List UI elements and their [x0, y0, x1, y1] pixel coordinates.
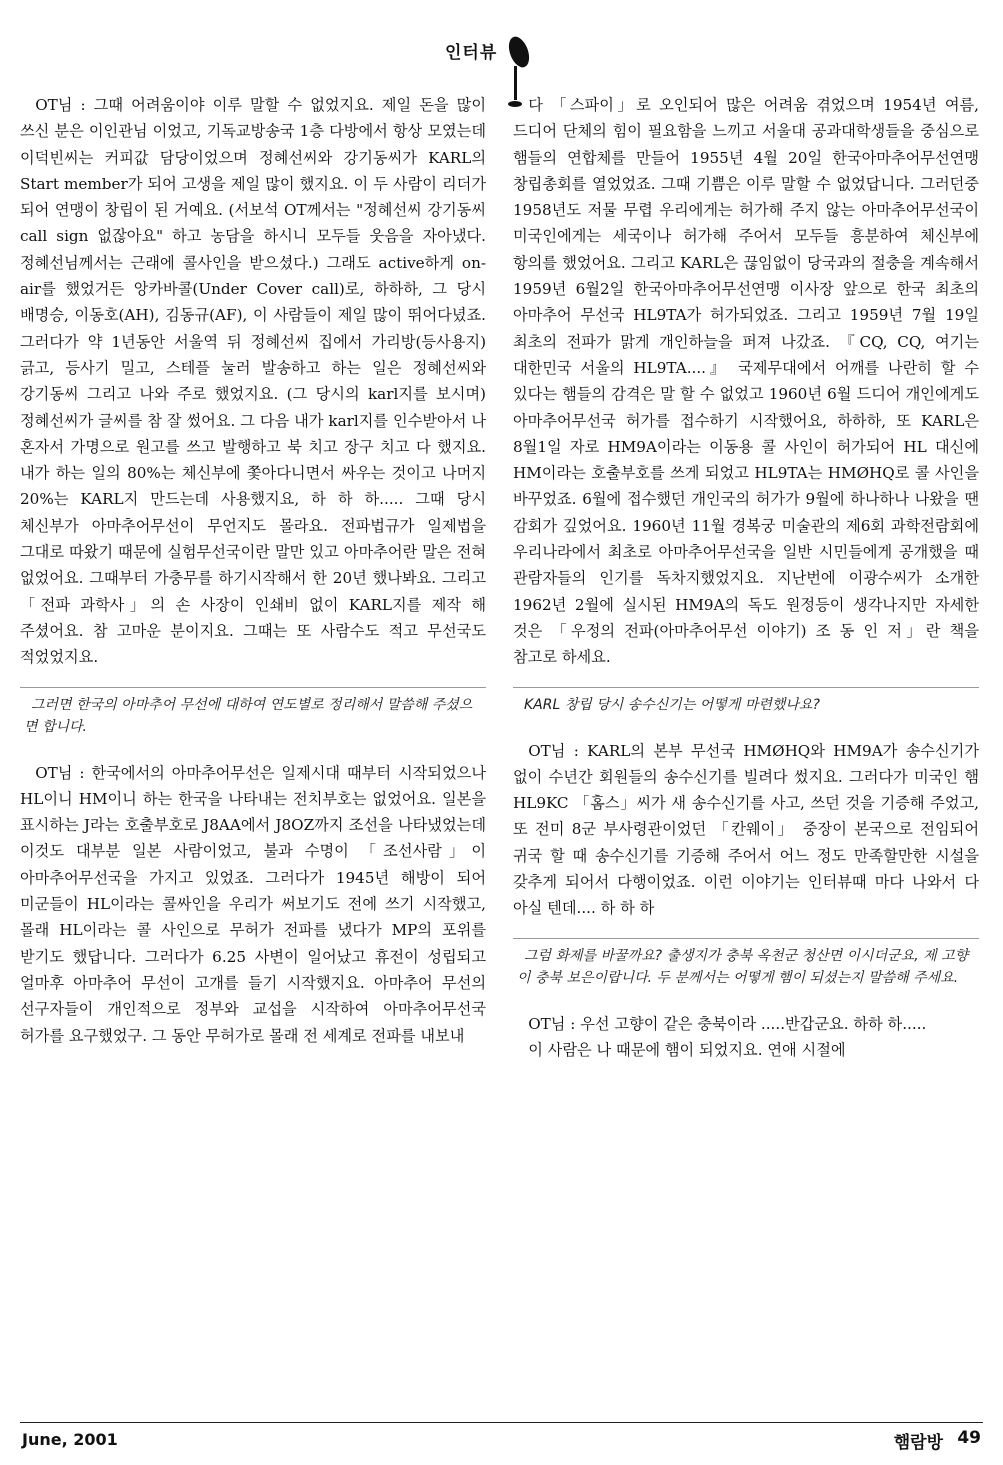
answer-paragraph: OT님 : 우선 고향이 같은 충북이라 .....반갑군요. 하하 하..... — [528, 1014, 927, 1033]
footer-divider — [20, 1422, 983, 1423]
magazine-name: 햄람방 — [893, 1433, 943, 1453]
interview-question: 그러면 한국의 아마추어 무선에 대하여 연도별로 정리해서 말씀해 주셨으면 합니다. — [20, 687, 486, 746]
page-header — [0, 34, 1003, 74]
answer-paragraph: OT님 : 한국에서의 아마추어무선은 일제시대 때부터 시작되었으나 HL이니 HM이니 하는 한국을 나타내는 전치부호는 없었어요. 일본을 표시하는 J라는 호출부호로 J8AA에서 J8OZ까지 조선을 나타냈었는데 이것도 대부분 일본 사람이었고, 불과 수명이 「조선사람」이 아마추어무선국을 가지고 있었죠. 그러다가 1945년 해방이 되어 미군들이 HL이라는 콜싸인을 우리가 써보기도 전에 쓰기 시작했고, 몰래 HL이라는 콜 사인으로 무허가 전파를 냈다가 MP의 포위를 받기도 했답니다. 그러다가 6.25 사변이 일어났고 휴전이 성립되고 얼마후 아마추어 무선이 고개를 들기 시작했지요. 아마추어 무선의 선구자들이 개인적으로 정부와 교섭을 시작하여 아마추어무선국 허가를 요구했었구. 그 동안 무허가로 몰래 전 세계로 전파를 내보내 — [20, 763, 486, 1045]
section-title: 인터뷰 — [445, 43, 498, 63]
left-column — [20, 92, 486, 1049]
issue-date: June, 2001 — [22, 1430, 118, 1449]
interview-question: KARL 창립 당시 송수신기는 어떻게 마련했나요? — [513, 687, 979, 724]
answer-paragraph: 이 사람은 나 때문에 햄이 되었지요. 연애 시절에 — [528, 1040, 846, 1059]
answer-paragraph: OT님 : KARL의 본부 무선국 HMØHQ와 HM9A가 송수신기가 없이 수년간 회원들의 송수신기를 빌려다 썼지요. 그러다가 미국인 햄 HL9KC 「홈스」씨가 새 송수신기를 사고, 쓰던 것을 기증해 주었고, 또 전미 8군 부사령관이었던 「칸웨이」 중장이 본국으로 전임되어 귀국 할 때 송수신기를 기증해 주어서 어느 정도 만족할만한 시설을 갖추게 되어서 다행이었죠. 이런 이야기는 인터뷰때 마다 나와서 다 아실 텐데.... 하 하 하 — [513, 741, 979, 918]
interview-question: 그럼 화제를 바꿀까요? 출생지가 충북 옥천군 청산면 이시더군요, 제 고향이 충북 보은이랍니다. 두 분께서는 어떻게 햄이 되셨는지 말씀해 주세요. — [513, 938, 979, 997]
answer-paragraph: OT님 : 그때 어려움이야 이루 말할 수 없었지요. 제일 돈을 많이 쓰신 분은 이인관님 이었고, 기독교방송국 1층 다방에서 항상 모였는데 이덕빈씨는 커피값 담당이었으며 정혜선씨와 강기동씨가 KARL의 Start member가 되어 고생을 제일 많이 했지요. 이 두 사람이 리더가 되어 연맹이 창립이 된 거예요. (서보석 OT께서는 "정혜선씨 강기동씨 call sign 없잖아요" 하고 농담을 하시니 모두들 웃음을 자아냈다. 정혜선님께서는 근래에 콜사인을 받으셨다.) 그래도 active하게 on-air를 했었거든 앙카바콜(Under Cover call)로, 하하하, 그 당시 배명승, 이동호(AH), 김동규(AF), 이 사람들이 제일 많이 뛰어다녔죠. 그러다가 약 1년동안 서울역 뒤 정혜선씨 집에서 가리방(등사용지) 긁고, 등사기 밀고, 스테플 눌러 발송하고 하는 일은 정혜선씨와 강기동씨 그리고 나와 주로 했었지요. (그 당시의 karl지를 보시며) 정혜선씨가 글씨를 참 잘 썼어요. 그 다음 내가 karl지를 인수받아서 나 혼자서 가명으로 원고를 쓰고 발행하고 북 치고 장구 치고 다 했지요. 내가 하는 일의 80%는 체신부에 쫓아다니면서 싸우는 것이고 나머지 20%는 KARL지 만드는데 사용했지요, 하 하 하..... 그때 당시 체신부가 아마추어무선이 무언지도 몰라요. 전파법규가 일제법을 그대로 따왔기 때문에 실험무선국이란 말만 있고 아마추어란 말은 전혀 없었어요. 그때부터 가충무를 하기시작해서 한 20년 했나봐요. 그리고 「전파 과학사」의 손 사장이 인쇄비 없이 KARL지를 제작 해 주셨어요. 참 고마운 분이지요. 그때는 또 사람수도 적고 무선국도 적었었지요. — [20, 96, 486, 667]
answer-paragraph: 다 「스파이」로 오인되어 많은 어려움 겪었으며 1954년 여름, 드디어 단체의 힘이 필요함을 느끼고 서울대 공과대학생들을 중심으로 햄들의 연합체를 만들어 1955년 4월 20일 한국아마추어무선연맹 창립총회를 열었었죠. 그때 기쁨은 이루 말할 수 없었답니다. 그러던중 1958년도 저물 무렵 우리에게는 허가해 주지 않는 아마추어무선국이 미국인에게는 세국이나 허가해 주어서 모두들 흥분하여 체신부에 항의를 했었어요. 그리고 KARL은 끊임없이 당국과의 절충을 계속해서 1959년 6월2일 한국아마추어무선연맹 이사장 앞으로 한국 최초의 아마추어 무선국 HL9TA가 허가되었죠. 그리고 1959년 7월 19일 최초의 전파가 맑게 개인하늘을 퍼져 나갔죠. 『CQ, CQ, 여기는 대한민국 서울의 HL9TA....』 국제무대에서 어깨를 나란히 할 수 있다는 햄들의 감격은 말 할 수 없었고 1960년 6월 드디어 개인에게도 아마추어무선국 허가를 접수하기 시작했어요, 하하하, 또 KARL은 8월1일 자로 HM9A이라는 이동용 콜 사인이 허가되어 HL 대신에 HM이라는 호출부호를 쓰게 되었고 HL9TA는 HMØHQ로 콜 사인을 바꾸었죠. 6월에 접수했던 개인국의 허가가 9월에 하나하나 나왔을 땐 감회가 깊었어요. 1960년 11월 경복궁 미술관의 제6회 과학전람회에 우리나라에서 최초로 아마추어무선국을 일반 시민들에게 공개했을 때 관람자들의 인기를 독차지했었지요. 지난번에 이광수씨가 소개한 1962년 2월에 실시된 HM9A의 독도 원정등이 생각나지만 자세한 것은 「우정의 전파(아마추어무선 이야기) 조 동 인 저」란 책을 참고로 하세요. — [513, 96, 979, 667]
right-column — [513, 92, 979, 1063]
page-number: 49 — [957, 1428, 981, 1448]
